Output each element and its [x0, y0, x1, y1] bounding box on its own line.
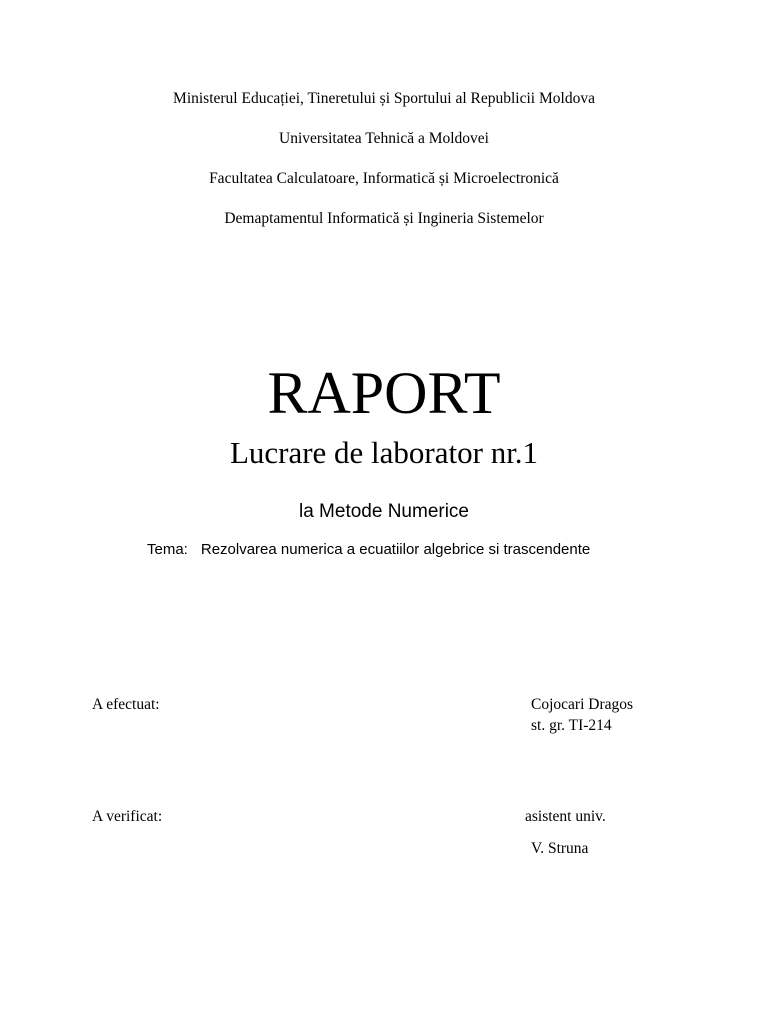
theme-label: Tema:: [147, 541, 188, 558]
lab-title: Lucrare de laborator nr.1: [229, 435, 539, 470]
university-line: Universitatea Tehnică a Moldovei: [279, 130, 489, 147]
verified-name: V. Struna: [531, 840, 589, 857]
department-line: Demaptamentul Informatică și Ingineria Sistemelor: [224, 210, 544, 227]
performed-name: Cojocari Dragos: [531, 696, 634, 713]
theme-line: [147, 540, 590, 560]
subject-line: la Metode Numerice: [298, 501, 470, 522]
ministry-line: Ministerul Educației, Tineretului și Sportului al Republicii Moldova: [173, 90, 595, 107]
performed-label: A efectuat:: [92, 696, 160, 713]
performed-group: st. gr. TI-214: [531, 717, 612, 734]
verified-label: A verificat:: [92, 808, 163, 825]
report-title: RAPORT: [267, 360, 501, 426]
verified-role: asistent univ.: [525, 808, 606, 825]
faculty-line: Facultatea Calculatoare, Informatică și Microelectronică: [209, 170, 559, 187]
theme-text: Rezolvarea numerica a ecuatiilor algebrice si trascendente: [200, 541, 591, 558]
